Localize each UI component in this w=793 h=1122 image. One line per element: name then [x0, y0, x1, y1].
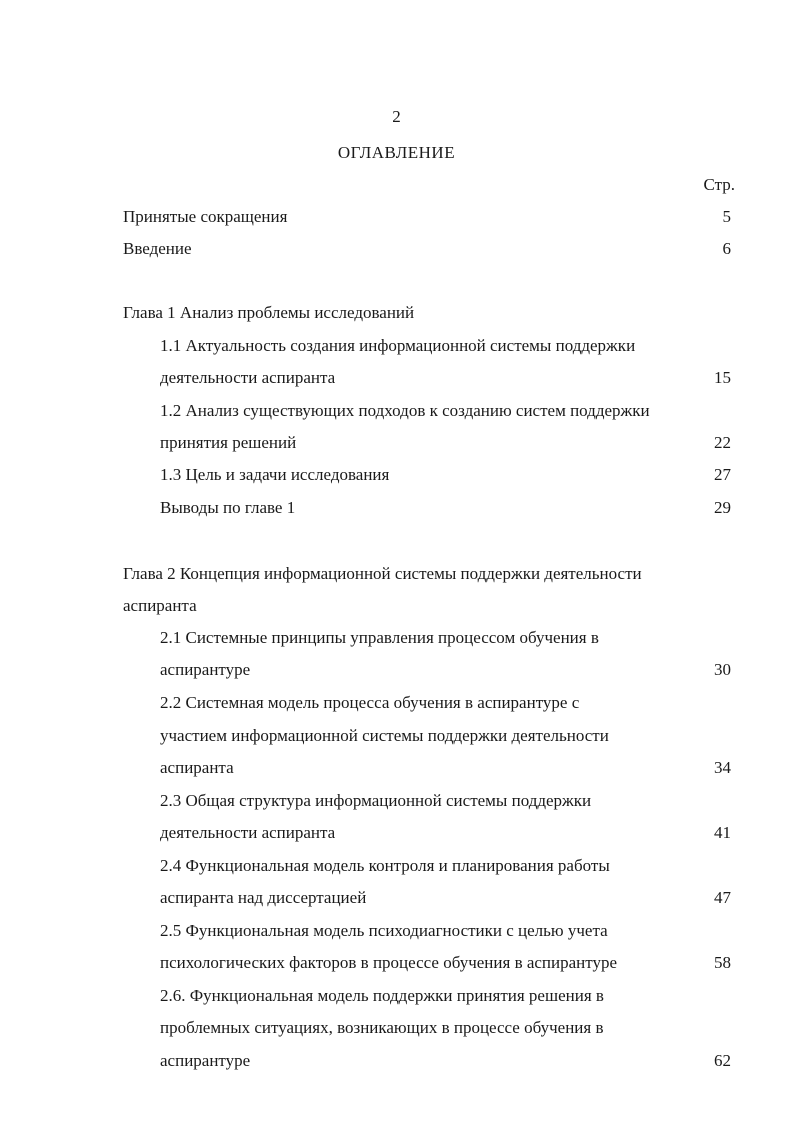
toc-chapter-2[interactable]: Глава 2 Концепция информационной системы поддержки деятельности [123, 564, 642, 583]
toc-page-2-4: 47 [714, 888, 731, 907]
toc-entry-1-3[interactable]: 1.3 Цель и задачи исследования [160, 465, 390, 484]
toc-entry-2-4[interactable]: 2.4 Функциональная модель контроля и планирования работы [160, 856, 610, 875]
toc-page-2-3: 41 [714, 823, 731, 842]
toc-entry-conclusions-1[interactable]: Выводы по главе 1 [160, 498, 296, 517]
page-column-label: Стр. [703, 175, 735, 194]
toc-entry-2-2-cont1[interactable]: участием информационной системы поддержки деятельности [160, 726, 609, 745]
toc-page-2-6: 62 [714, 1051, 731, 1070]
toc-entry-1-2-cont[interactable]: принятия решений [160, 433, 297, 452]
toc-page-conclusions-1: 29 [714, 498, 731, 517]
toc-entry-2-3-cont[interactable]: деятельности аспиранта [160, 823, 336, 842]
toc-entry-2-2[interactable]: 2.2 Системная модель процесса обучения в аспирантуре с [160, 693, 580, 712]
toc-entry-2-1[interactable]: 2.1 Системные принципы управления процессом обучения в [160, 628, 599, 647]
toc-entry-2-4-cont[interactable]: аспиранта над диссертацией [160, 888, 367, 907]
toc-chapter-2-cont[interactable]: аспиранта [123, 596, 197, 615]
toc-entry-1-1[interactable]: 1.1 Актуальность создания информационной системы поддержки [160, 336, 636, 355]
toc-entry-1-1-cont[interactable]: деятельности аспиранта [160, 368, 336, 387]
toc-entry-1-2[interactable]: 1.2 Анализ существующих подходов к созданию систем поддержки [160, 401, 650, 420]
toc-entry-2-1-cont[interactable]: аспирантуре [160, 660, 251, 679]
toc-entry-introduction[interactable]: Введение [123, 239, 192, 258]
toc-page-1-2: 22 [714, 433, 731, 452]
toc-page-2-2: 34 [714, 758, 731, 777]
toc-page-2-1: 30 [714, 660, 731, 679]
toc-page-introduction: 6 [722, 239, 731, 258]
toc-entry-2-5[interactable]: 2.5 Функциональная модель психодиагностики с целью учета [160, 921, 608, 940]
page-number: 2 [392, 107, 401, 126]
toc-entry-2-5-cont[interactable]: психологических факторов в процессе обучения в аспирантуре [160, 953, 618, 972]
toc-page-2-5: 58 [714, 953, 731, 972]
toc-page-abbreviations: 5 [722, 207, 731, 226]
toc-page-1-3: 27 [714, 465, 731, 484]
toc-entry-2-6-cont1[interactable]: проблемных ситуациях, возникающих в процессе обучения в [160, 1018, 604, 1037]
toc-chapter-1[interactable]: Глава 1 Анализ проблемы исследований [123, 303, 415, 322]
toc-entry-2-6[interactable]: 2.6. Функциональная модель поддержки принятия решения в [160, 986, 604, 1005]
toc-page-1-1: 15 [714, 368, 731, 387]
toc-entry-abbreviations[interactable]: Принятые сокращения [123, 207, 288, 226]
toc-entry-2-6-cont2[interactable]: аспирантуре [160, 1051, 251, 1070]
page-title: ОГЛАВЛЕНИЕ [337, 143, 456, 162]
toc-entry-2-2-cont2[interactable]: аспиранта [160, 758, 234, 777]
toc-entry-2-3[interactable]: 2.3 Общая структура информационной системы поддержки [160, 791, 592, 810]
